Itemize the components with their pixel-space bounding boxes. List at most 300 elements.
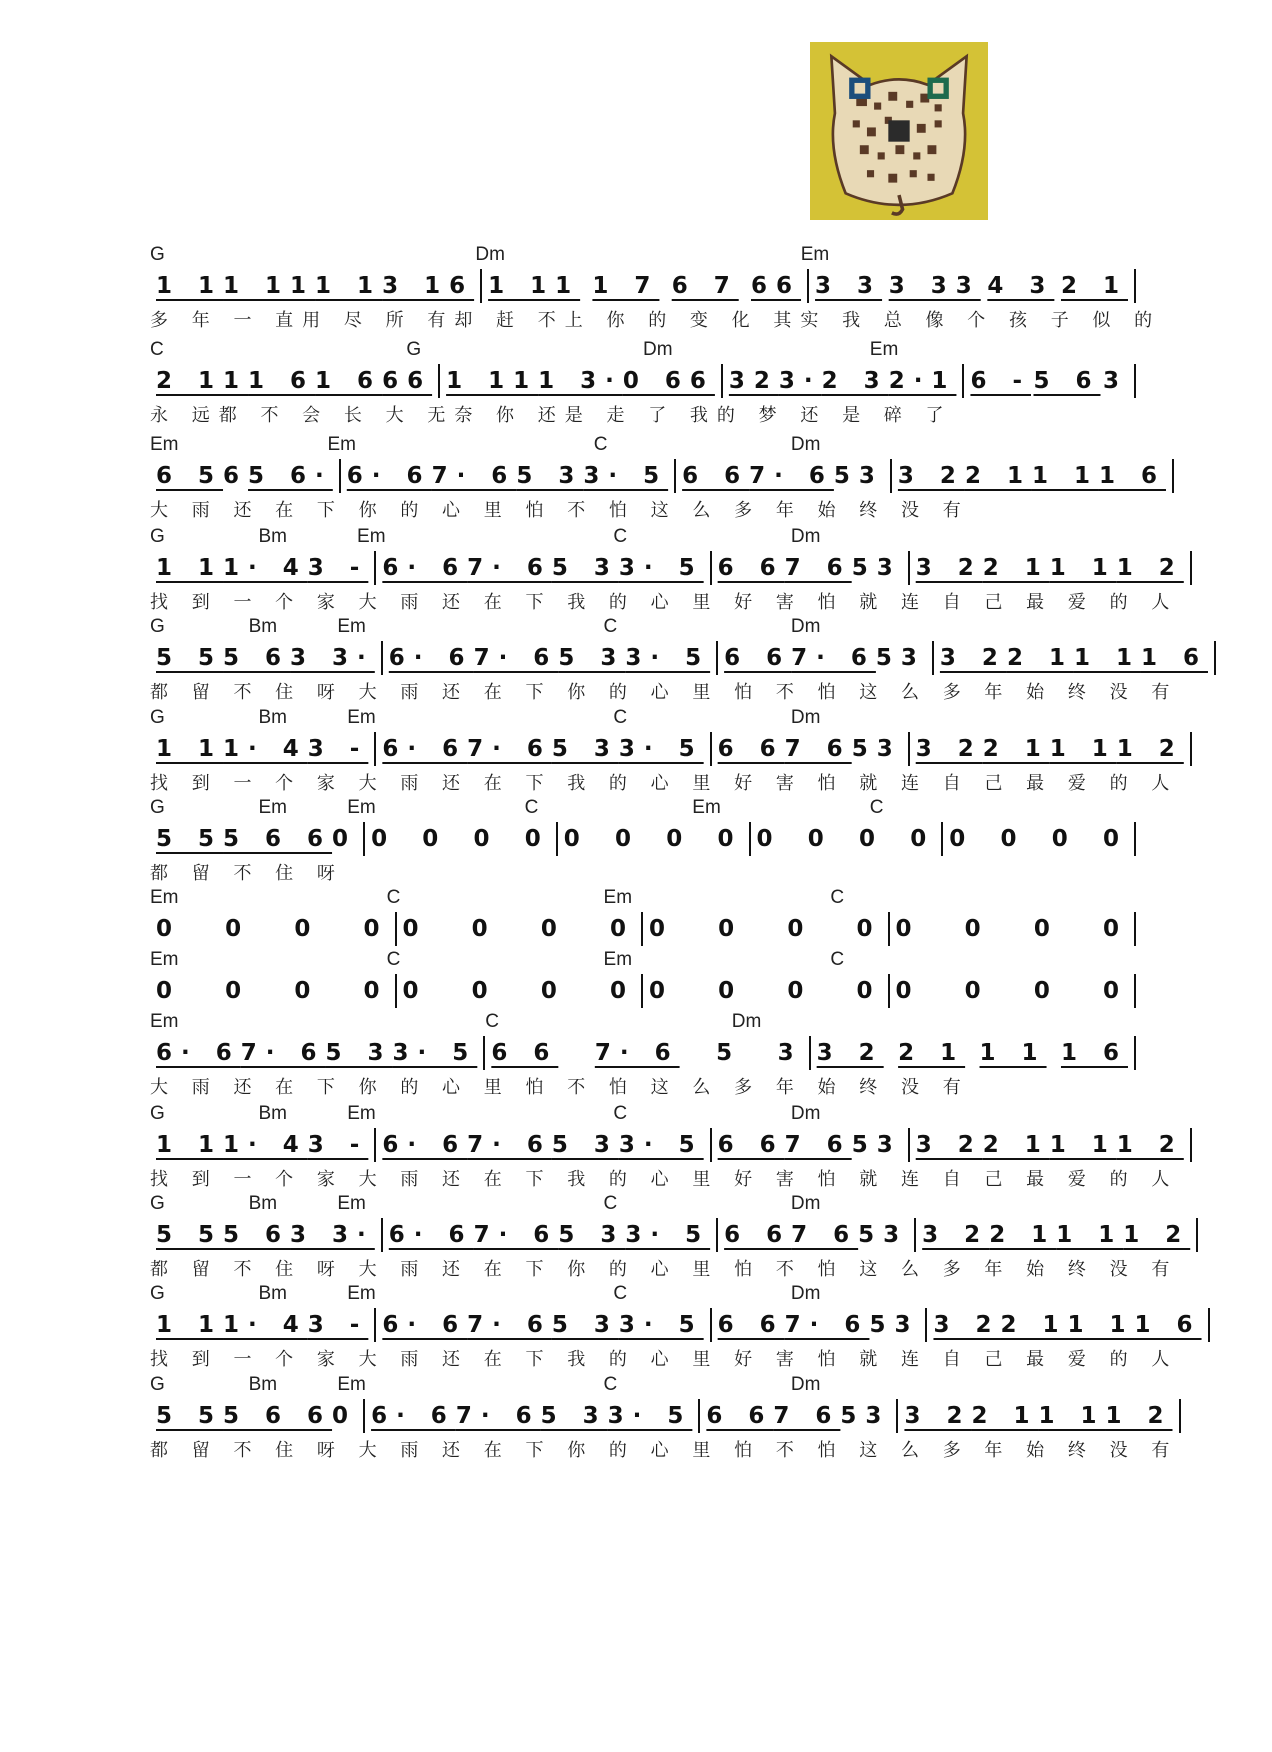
note-group: 5 6· <box>248 463 333 489</box>
note-group: 5 3 <box>558 1222 626 1248</box>
note-group: 6· 6 <box>382 736 468 762</box>
lyrics-row <box>150 769 1179 795</box>
barline <box>1134 912 1136 946</box>
score-system <box>150 1374 1179 1466</box>
note-group: 66 <box>382 368 433 394</box>
chord-symbol: Em <box>347 707 376 728</box>
note-group: 0 <box>964 978 990 1004</box>
note-group: 5 3 <box>551 736 619 762</box>
measure <box>643 973 888 1009</box>
note-group: 0 <box>756 826 782 852</box>
chord-symbol: Em <box>347 797 376 818</box>
chord-symbol: Dm <box>790 434 821 455</box>
note-group: 7· 6 <box>455 1403 541 1429</box>
note-group: 1 11 <box>446 368 539 394</box>
measure <box>150 731 374 767</box>
score-system <box>150 616 1208 707</box>
chord-symbol: C <box>524 797 539 818</box>
note-group: 3 <box>865 1403 891 1429</box>
note-group: 0 <box>1102 916 1128 942</box>
measure <box>910 550 1190 586</box>
chord-symbol: Em <box>337 1193 366 1214</box>
chord-symbol: Dm <box>790 1193 821 1214</box>
note-group: 0 <box>649 916 675 942</box>
note-group: 3 - <box>307 555 369 581</box>
note-group: 2 1 <box>982 736 1050 762</box>
note-group: 1 1 <box>156 1312 224 1338</box>
note-group: 1 7 <box>592 273 660 299</box>
note-group: 7 6 <box>784 736 852 762</box>
note-group: 0 <box>524 826 550 852</box>
measure <box>890 911 1135 947</box>
lyrics-text: 找 到 一 个 家 大 雨 还 在 下 我 的 心 里 好 害 怕 就 连 自 己 最 爱 的 人 <box>150 592 1179 613</box>
measure <box>892 458 1172 494</box>
note-group: 6 6 <box>491 1040 559 1066</box>
note-group: 3 <box>876 736 902 762</box>
note-group: 0 <box>1102 826 1128 852</box>
score-system <box>150 1103 1184 1193</box>
note-group: 7· 6 <box>467 736 552 762</box>
note-group: 0 <box>859 826 885 852</box>
note-group: 6· 6 <box>382 555 468 581</box>
chord-row <box>150 1103 1136 1127</box>
measure <box>150 1035 483 1071</box>
note-group: 0 <box>787 916 813 942</box>
note-group: 5 6 <box>1033 368 1101 394</box>
note-group: 0 <box>473 826 499 852</box>
chord-row <box>150 707 1136 731</box>
chord-row <box>150 244 1136 268</box>
lyrics-text: 大 雨 还 在 下 你 的 心 里 怕 不 怕 这 么 多 年 始 终 没 有 <box>150 500 970 521</box>
note-group: 0 <box>649 978 675 1004</box>
chord-symbol: Em <box>150 1011 179 1032</box>
note-group: 3 16 <box>382 273 475 299</box>
chord-symbol: G <box>150 1374 165 1395</box>
measure <box>910 1127 1190 1163</box>
measure <box>700 1398 896 1434</box>
note-group: 2 1 <box>982 1132 1050 1158</box>
note-group: 1 1 <box>156 273 224 299</box>
lyrics-text: 永 远都 不 会 长 大 无奈 你 还是 走 了 我的 梦 还 是 碎 了 <box>150 405 953 426</box>
chord-symbol: Em <box>150 434 179 455</box>
note-group: 2 1 <box>1000 1312 1068 1338</box>
lyrics-row <box>150 401 1136 427</box>
measure <box>150 973 395 1009</box>
note-group: 5 5 <box>156 826 224 852</box>
measure <box>643 911 888 947</box>
chord-symbol: Bm <box>258 526 287 547</box>
note-group: 7 6 <box>773 1403 841 1429</box>
chord-symbol: Dm <box>790 1374 821 1395</box>
note-group: 3· 5 <box>625 645 711 671</box>
note-group: 0 <box>363 978 389 1004</box>
note-group: 6 6 <box>682 463 750 489</box>
note-group: 1 6 <box>248 368 316 394</box>
measure <box>809 268 1134 304</box>
chord-row <box>150 949 1136 973</box>
note-group: 0 <box>895 916 921 942</box>
note-group: 6· 6 <box>388 1222 474 1248</box>
note-group: 7· 6 <box>467 1312 552 1338</box>
barline <box>1134 269 1136 303</box>
note-group: 3 2 <box>816 1040 884 1066</box>
chord-row <box>150 339 1136 363</box>
chord-symbol: C <box>830 887 845 908</box>
chord-symbol: C <box>869 797 884 818</box>
note-group: 6 - <box>970 368 1031 394</box>
chord-symbol: Dm <box>790 707 821 728</box>
note-group: 2 1 <box>898 1040 966 1066</box>
note-group: 3 3· <box>290 1222 375 1248</box>
note-group: 1 1 <box>1067 1312 1135 1338</box>
lyrics-row <box>150 1073 1136 1099</box>
note-group: 0 <box>1000 826 1026 852</box>
note-group: 0 <box>471 978 497 1004</box>
note-group: 0 <box>422 826 448 852</box>
chord-symbol: Dm <box>475 244 505 265</box>
note-group: 0 <box>666 826 692 852</box>
note-group: 7· 6 <box>467 1132 552 1158</box>
measure <box>712 1127 908 1163</box>
chord-symbol: Em <box>603 887 633 908</box>
note-group: 0 <box>540 978 566 1004</box>
notes-row <box>150 1125 1184 1165</box>
note-group: 2 1 <box>1060 273 1128 299</box>
note-group: 1 2 <box>1105 1403 1173 1429</box>
note-group: 3 <box>876 1132 902 1158</box>
measure <box>898 1398 1178 1434</box>
measure <box>718 1217 914 1253</box>
notes-row <box>150 1396 1173 1436</box>
note-group: 7· 6 <box>473 645 559 671</box>
chord-symbol: Dm <box>731 1011 762 1032</box>
chord-row <box>150 1374 1136 1398</box>
note-group: 0 <box>807 826 833 852</box>
measure <box>964 363 1134 399</box>
measure <box>890 973 1135 1009</box>
note-group: 3 <box>876 555 902 581</box>
note-group: 3 <box>894 1312 920 1338</box>
note-group: 0 <box>1102 978 1128 1004</box>
note-group: 1 1 <box>1073 645 1141 671</box>
note-group: 0 <box>294 916 320 942</box>
barline <box>1134 364 1136 398</box>
score-system <box>150 1011 1136 1103</box>
note-group: 6· 6 <box>371 1403 456 1429</box>
chord-symbol: G <box>150 797 165 818</box>
note-group: 5 6 <box>223 645 291 671</box>
note-group: 2·1 <box>888 368 957 394</box>
measure <box>376 550 709 586</box>
notes-row <box>150 1033 1136 1073</box>
chord-symbol: Dm <box>790 1103 821 1124</box>
note-group: 7· 6 <box>467 555 552 581</box>
lyrics-text: 都 留 不 住 呀 大 雨 还 在 下 你 的 心 里 怕 不 怕 这 么 多 年 始 终 没 有 <box>150 682 1179 703</box>
note-group: 0 <box>332 1403 358 1429</box>
notes-row <box>150 266 1136 306</box>
note-group: 0 <box>332 826 358 852</box>
note-group: 0 <box>1033 916 1059 942</box>
note-group: 0 <box>718 916 744 942</box>
chord-symbol: Em <box>869 339 899 360</box>
score-system <box>150 1193 1191 1283</box>
note-group: 66 <box>751 273 802 299</box>
chord-symbol: Bm <box>258 1103 287 1124</box>
measure <box>934 640 1214 676</box>
measure <box>150 363 438 399</box>
measure <box>397 911 642 947</box>
note-group: 0 <box>402 916 428 942</box>
lyrics-text: 大 雨 还 在 下 你 的 心 里 怕 不 怕 这 么 多 年 始 终 没 有 <box>150 1077 970 1098</box>
note-group: 2 1 <box>971 1403 1039 1429</box>
score-system <box>150 949 1136 1011</box>
lyrics-row <box>150 859 1136 885</box>
note-group: 3 2 <box>915 736 983 762</box>
note-group: 1 6 <box>315 368 383 394</box>
note-group: 6· 6 <box>382 1312 468 1338</box>
note-group: 5 3 <box>325 1040 393 1066</box>
note-group: 6· 6 <box>156 1040 241 1066</box>
note-group: 0 <box>156 916 182 942</box>
chord-symbol: C <box>386 949 401 970</box>
notes-row <box>150 456 1166 496</box>
note-group: 3· 5 <box>625 1222 711 1248</box>
measure <box>150 640 381 676</box>
note-group: 6 6 <box>717 555 785 581</box>
note-group: 3 - <box>307 1132 369 1158</box>
note-group: 3 33 <box>888 273 981 299</box>
note-group: 0 <box>225 978 251 1004</box>
chord-symbol: G <box>150 526 165 547</box>
chord-symbol: G <box>150 707 165 728</box>
note-group: 1 2 <box>1116 736 1184 762</box>
note-group: 1 1 <box>979 1040 1047 1066</box>
chord-symbol: C <box>603 616 618 637</box>
note-group: 6· 6 <box>346 463 432 489</box>
note-group: 1 1 <box>315 273 383 299</box>
note-group: 0 <box>964 916 990 942</box>
note-group: 7· 6 <box>473 1222 559 1248</box>
notes-row <box>150 1215 1191 1255</box>
measure <box>150 550 374 586</box>
score-system <box>150 526 1184 616</box>
note-group: 1 1 <box>1049 555 1117 581</box>
chord-symbol: G <box>150 1103 165 1124</box>
score-system <box>150 434 1166 526</box>
chord-symbol: Bm <box>248 616 278 637</box>
chord-symbol: Em <box>347 1103 376 1124</box>
score-system <box>150 244 1162 339</box>
lyrics-text: 多 年 一 直用 尽 所 有却 赶 不上 你 的 变 化 其实 我 总 像 个 孩 子 似 的 <box>150 310 1162 331</box>
note-group: 3 <box>858 463 884 489</box>
barline <box>1190 1128 1192 1162</box>
note-group: 5 5 <box>156 1403 224 1429</box>
note-group: 3 3· <box>290 645 375 671</box>
note-group: 7· 6 <box>791 645 876 671</box>
note-group: 5 <box>840 1403 866 1429</box>
note-group: 0 <box>895 978 921 1004</box>
note-group: 0 <box>910 826 936 852</box>
lyrics-row <box>150 1165 1179 1191</box>
measure <box>440 363 721 399</box>
note-group: 7· 6 <box>784 1312 870 1338</box>
note-group: 6 6 <box>717 1132 785 1158</box>
chord-symbol: C <box>830 949 845 970</box>
note-group: 5 <box>858 1222 884 1248</box>
lyrics-row <box>150 496 1136 522</box>
note-group: 3 <box>1102 368 1128 394</box>
note-group: 3 2 <box>939 645 1007 671</box>
note-group: 7· 6 <box>240 1040 326 1066</box>
chord-symbol: Bm <box>248 1193 278 1214</box>
chord-symbol: G <box>406 339 422 360</box>
note-group: 5 3 <box>551 1132 619 1158</box>
note-group: 5 6 <box>223 1222 291 1248</box>
note-group: 3 2 <box>933 1312 1001 1338</box>
lyrics-row <box>150 588 1179 614</box>
notes-row <box>150 1305 1202 1345</box>
chord-row <box>150 434 1136 458</box>
chord-symbol: C <box>150 339 164 360</box>
note-group: 0 <box>1033 978 1059 1004</box>
note-group: 3· 5 <box>392 1040 478 1066</box>
note-group: 2 1 <box>1006 645 1074 671</box>
barline <box>1214 641 1216 675</box>
note-group: 5 <box>875 645 901 671</box>
chord-symbol: C <box>603 1193 618 1214</box>
chord-symbol: Em <box>337 1374 366 1395</box>
note-group: 5 5 <box>156 1222 224 1248</box>
chord-symbol: C <box>593 434 608 455</box>
chord-symbol: Em <box>258 797 287 818</box>
note-group: 1· 4 <box>223 1132 308 1158</box>
chord-symbol: G <box>150 616 165 637</box>
note-group: 3 <box>883 1222 909 1248</box>
note-group: 6 6 <box>706 1403 774 1429</box>
note-group: 7· 6 <box>594 1040 680 1066</box>
note-group: 1 1 <box>156 1132 224 1158</box>
score-system <box>150 797 1136 887</box>
note-group: 1 1 <box>1049 736 1117 762</box>
chord-row <box>150 1011 1136 1035</box>
chord-symbol: Em <box>150 949 179 970</box>
chord-symbol: Em <box>337 616 366 637</box>
note-group: 1 1 <box>1049 1132 1117 1158</box>
note-group: 3· 5 <box>607 1403 693 1429</box>
measure <box>365 821 556 857</box>
note-group: 6· 6 <box>388 645 474 671</box>
lyrics-text: 找 到 一 个 家 大 雨 还 在 下 我 的 心 里 好 害 怕 就 连 自 己 最 爱 的 人 <box>150 1349 1179 1370</box>
note-group: 3· 5 <box>618 555 704 581</box>
note-group: 1 1 <box>156 736 224 762</box>
note-group: 5 3 <box>558 645 626 671</box>
note-group: 6 <box>223 463 249 489</box>
note-group: 3 - <box>307 1312 369 1338</box>
lyrics-text: 都 留 不 住 呀 大 雨 还 在 下 你 的 心 里 怕 不 怕 这 么 多 年 始 终 没 有 <box>150 1440 1179 1461</box>
note-group: 1· 4 <box>223 736 308 762</box>
note-group: 3 2 <box>897 463 965 489</box>
note-group: 5 <box>851 736 877 762</box>
measure <box>150 268 480 304</box>
note-group: 3· 5 <box>618 1312 704 1338</box>
notes-row <box>150 548 1184 588</box>
note-group: 7 6 <box>784 1132 852 1158</box>
note-group: 0 <box>856 916 882 942</box>
note-group: 1 2 <box>1123 1222 1191 1248</box>
note-group: 3· 5 <box>618 736 704 762</box>
measure <box>150 1307 374 1343</box>
note-group: 1· 4 <box>223 1312 308 1338</box>
lyrics-row <box>150 1345 1179 1371</box>
note-group: 0 <box>371 826 397 852</box>
note-group: 6 6 <box>724 645 792 671</box>
barline <box>1196 1218 1198 1252</box>
note-group: 3 2 <box>904 1403 972 1429</box>
chord-symbol: C <box>603 1374 618 1395</box>
note-group: 0 66 <box>622 368 715 394</box>
measure <box>712 550 908 586</box>
note-group: 0 <box>1051 826 1077 852</box>
chord-symbol: C <box>613 1283 628 1304</box>
barline <box>1190 551 1192 585</box>
lyrics-text: 都 留 不 住 呀 <box>150 863 344 884</box>
note-group: 7 6 <box>784 555 852 581</box>
measure <box>150 1217 381 1253</box>
barline <box>1208 1308 1210 1342</box>
measure <box>376 731 709 767</box>
measure <box>365 1398 698 1434</box>
note-group: 5 6 6 <box>223 1403 333 1429</box>
note-group: 3· 5 <box>583 463 669 489</box>
notes-row <box>150 971 1136 1011</box>
barline <box>1172 459 1174 493</box>
chord-symbol: C <box>613 1103 628 1124</box>
measure <box>150 1127 374 1163</box>
note-group: 0 <box>563 826 589 852</box>
note-group: 5 3 <box>540 1403 608 1429</box>
measure <box>751 821 942 857</box>
notes-row <box>150 638 1208 678</box>
notes-row <box>150 819 1136 859</box>
note-group: 5 <box>833 463 859 489</box>
note-group: 2 1 <box>982 555 1050 581</box>
score-system <box>150 707 1184 797</box>
chord-symbol: G <box>150 1193 165 1214</box>
chord-symbol: Dm <box>790 526 821 547</box>
note-group: 6· 6 <box>382 1132 468 1158</box>
measure <box>150 458 339 494</box>
chord-row <box>150 1283 1136 1307</box>
note-group: 0 <box>402 978 428 1004</box>
note-group: 3 <box>777 1040 803 1066</box>
measure <box>676 458 890 494</box>
note-group: 0 <box>156 978 182 1004</box>
note-group: 1 2 <box>1116 1132 1184 1158</box>
measure <box>723 363 963 399</box>
lyrics-text: 找 到 一 个 家 大 雨 还 在 下 我 的 心 里 好 害 怕 就 连 自 己 最 爱 的 人 <box>150 773 1179 794</box>
measure <box>558 821 749 857</box>
note-group: 3· 5 <box>618 1132 704 1158</box>
note-group: 5 <box>851 555 877 581</box>
measure <box>376 1307 709 1343</box>
chord-symbol: C <box>386 887 401 908</box>
note-group: 0 <box>471 916 497 942</box>
note-group: 5 6 6 <box>223 826 333 852</box>
note-group: 1 1 <box>1038 1403 1106 1429</box>
lyrics-row <box>150 1255 1179 1281</box>
note-group: 0 <box>717 826 743 852</box>
note-group: 7 6 <box>791 1222 859 1248</box>
